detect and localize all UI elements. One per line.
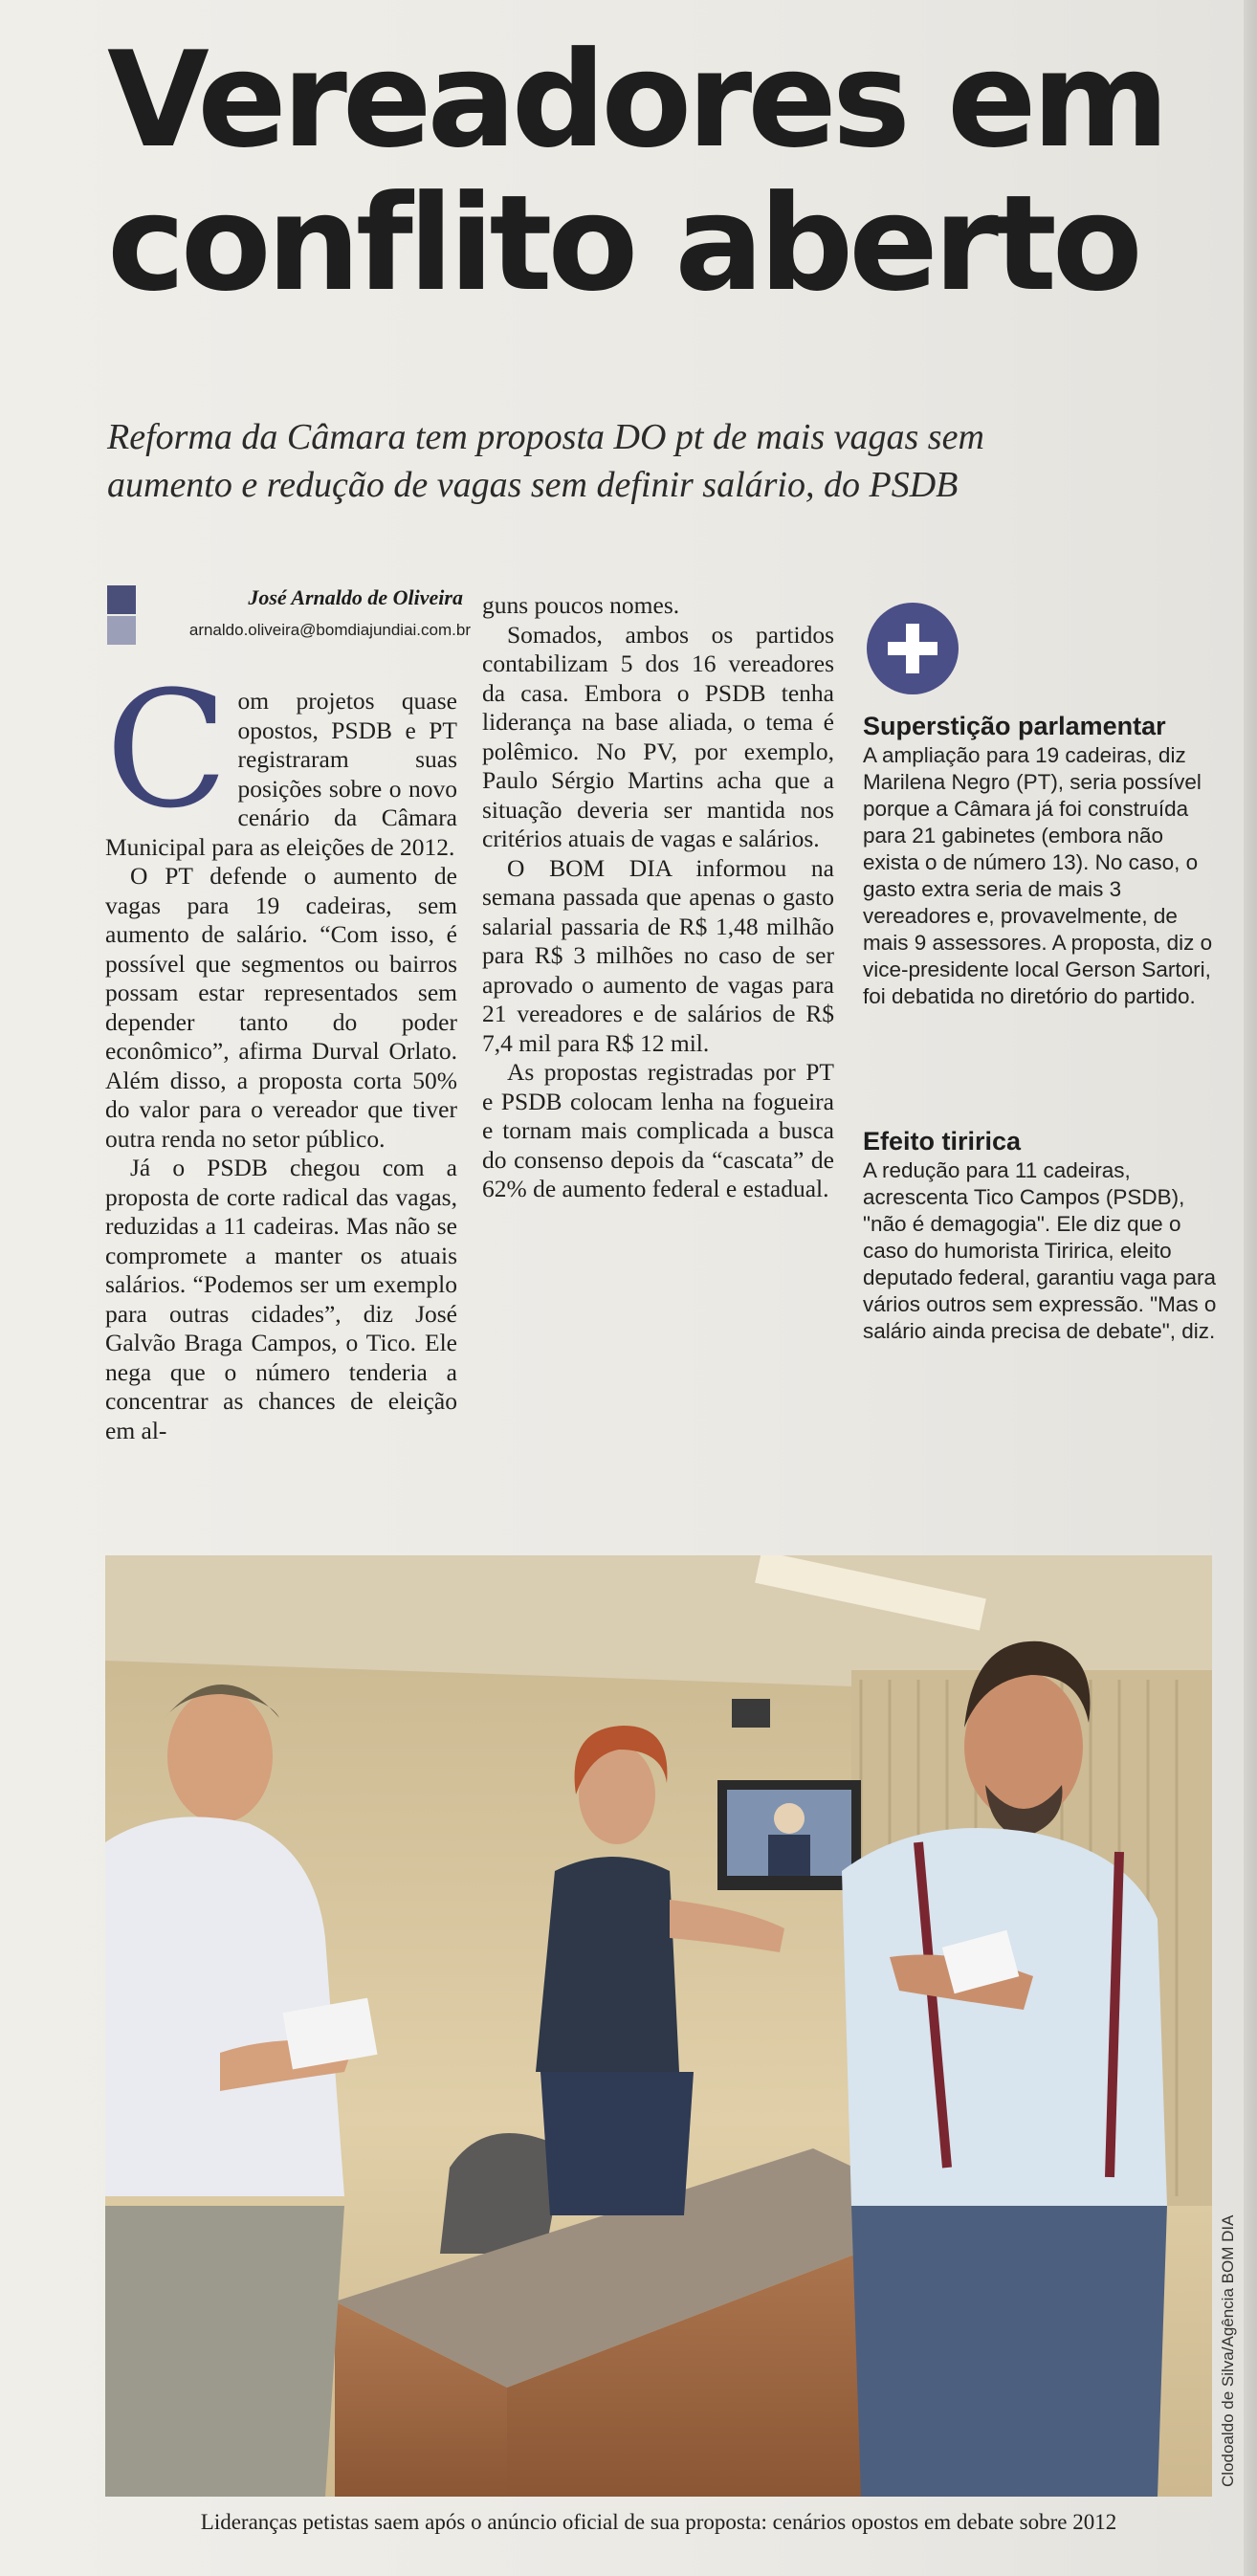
drop-cap: C — [105, 656, 229, 844]
article-paragraph-5: O BOM DIA informou na semana passada que apenas o gasto salarial passaria de R$ 1,48 milhão para R$ 3 milhões no caso de ser aprovado o aumento de vagas para 21 vereadores e de salários de R$ 7,4 mil para R$ 12 mil. — [482, 853, 834, 1057]
byline — [107, 583, 471, 650]
sidebar-title-1: Superstição parlamentar — [863, 712, 1166, 740]
sidebar-text-2: A redução para 11 cadeiras, acrescenta Tico Campos (PSDB), "não é demagogia". Ele diz que o caso do humorista Tiririca, eleito deputado federal, garantiu vaga para vários outros sem expressão. "Mas o salário ainda precisa de debate", diz. — [863, 1158, 1217, 1343]
article-paragraph-6: As propostas registradas por PT e PSDB colocam lenha na fogueira e tornam mais complicada a busca do consenso depois da “cascata” de 62% de aumento federal e estadual. — [482, 1058, 834, 1202]
photo-credit: Clodoaldo de Silva/Agência BOM DIA — [1219, 2214, 1237, 2487]
sidebar-section-superstition — [863, 710, 1217, 1010]
page-edge — [1244, 0, 1257, 2576]
byline-square-dark — [107, 585, 136, 614]
article-paragraph-2: O PT defende o aumento de vagas para 19 cadeiras, sem aumento de salário. “Com isso, é possível que segmentos ou bairros possam estar representados sem depender tanto do poder econômico”, afirma Durval Orlato. Além disso, a proposta corta 50% do valor para o vereador que tiver outra renda no setor público. — [105, 862, 457, 1153]
news-photo — [105, 1555, 1212, 2497]
subheadline-line-1: Reforma da Câmara tem proposta DO pt de mais vagas sem — [107, 417, 984, 457]
article-column-2 — [482, 591, 834, 1204]
headline-line-1: Vereadores em — [107, 23, 1165, 177]
article-paragraph-4: Somados, ambos os partidos contabilizam 5 dos 16 vereadores da casa. Embora o PSDB tenha liderança na base aliada, o tema é polêmico. No PV, por exemplo, Paulo Sérgio Martins acha que a situação deveria ser mantida nos critérios atuais de vagas e salários. — [482, 620, 834, 852]
sidebar-text-1: A ampliação para 19 cadeiras, diz Marilena Negro (PT), seria possível porque a Câmara já foi construída para 21 gabinetes (embora não exista o de número 13). No caso, o gasto extra seria de mais 3 vereadores e, provavelmente, de mais 9 assessores. A proposta, diz o vice-presidente local Gerson Sartori, foi debatida no diretório do partido. — [863, 743, 1213, 1008]
article-column-1 — [105, 656, 457, 1445]
article-paragraph-3: Já o PSDB chegou com a proposta de corte radical das vagas, reduzidas a 11 cadeiras. Mas não se compromete a manter os atuais salários. “Podemos ser um exemplo para outras cidades”, diz José Galvão Braga Campos, o Tico. Ele nega que o número tenderia a concentrar as chances de eleição em al- — [105, 1154, 457, 1444]
sidebar-section-tiririca — [863, 1125, 1217, 1345]
subheadline — [107, 413, 1140, 509]
plus-icon — [867, 603, 959, 694]
article-paragraph-1 — [105, 656, 457, 862]
article-paragraph-3-continued: guns poucos nomes. — [482, 591, 680, 619]
paragraph-1-text: om projetos quase opostos, PSDB e PT registraram suas posições sobre o novo cenário da Câmara Municipal para as eleições de 2012. — [105, 687, 457, 861]
headline-line-2: conflito aberto — [107, 166, 1138, 320]
sidebar-title-2: Efeito tiririca — [863, 1127, 1022, 1156]
subheadline-line-2: aumento e redução de vagas sem definir salário, do PSDB — [107, 465, 959, 505]
headline — [107, 23, 1207, 320]
author-name: José Arnaldo de Oliveira — [248, 585, 463, 609]
author-email: arnaldo.oliveira@bomdiajundiai.com.br — [188, 621, 471, 639]
photo-caption: Lideranças petistas saem após o anúncio oficial de sua proposta: cenários opostos em debate sobre 2012 — [200, 2510, 1117, 2534]
photo-illustration — [105, 1555, 1212, 2497]
byline-square-light — [107, 616, 136, 645]
